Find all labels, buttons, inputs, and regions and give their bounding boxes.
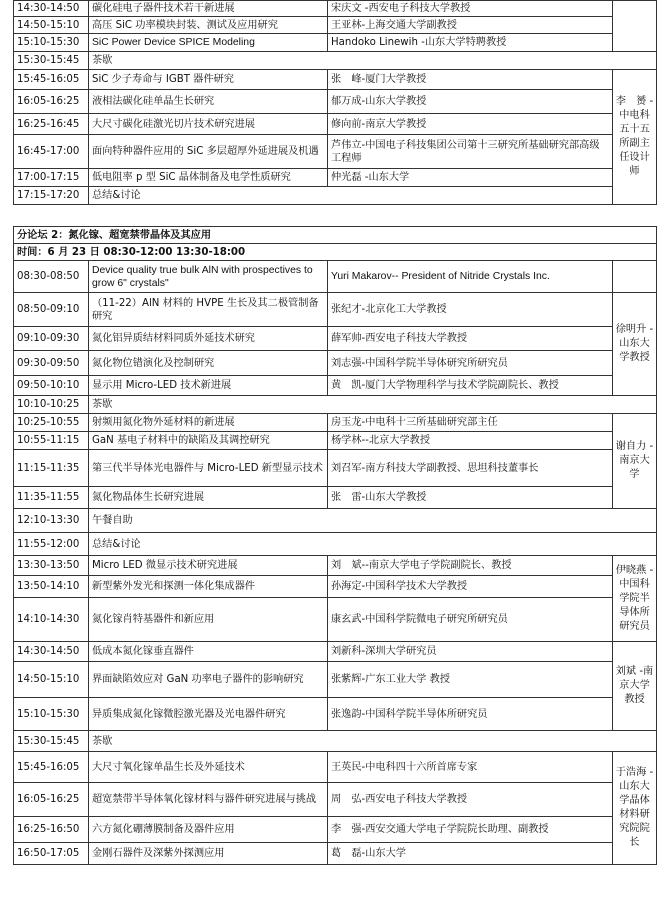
- topic-cell: SiC 少子寿命与 IGBT 器件研究: [89, 70, 328, 90]
- time-cell: 16:25-16:45: [14, 114, 89, 135]
- table-row: [14, 169, 657, 187]
- topic-cell: 金刚石器件及深紫外探测应用: [89, 843, 328, 865]
- speaker-cell: 张 雷-山东大学教授: [328, 487, 613, 509]
- time-cell: 13:50-14:10: [14, 576, 89, 598]
- topic-cell: 六方氮化硼薄膜制备及器件应用: [89, 817, 328, 843]
- table-row: [14, 698, 657, 731]
- time-cell: 11:35-11:55: [14, 487, 89, 509]
- table-row: [14, 487, 657, 509]
- speaker-cell: 孙海定-中国科学技术大学教授: [328, 576, 613, 598]
- time-cell: 14:50-15:10: [14, 17, 89, 34]
- topic-cell: 氮化物晶体生长研究进展: [89, 487, 328, 509]
- time-cell: 16:45-17:00: [14, 135, 89, 169]
- agenda-table-part1: [13, 0, 657, 205]
- time-cell: 15:45-16:05: [14, 752, 89, 783]
- topic-cell: Device quality true bulk AlN with prospectives to grow 6" crystals": [89, 261, 328, 293]
- table-row: [14, 843, 657, 865]
- time-cell: 14:10-14:30: [14, 598, 89, 642]
- time-cell: 10:55-11:15: [14, 432, 89, 450]
- table-row: [14, 17, 657, 34]
- speaker-cell: 杨学林--北京大学教授: [328, 432, 613, 450]
- time-cell: 13:30-13:50: [14, 556, 89, 576]
- topic-cell: 显示用 Micro-LED 技术新进展: [89, 376, 328, 396]
- speaker-cell: 薛军帅-西安电子科技大学教授: [328, 327, 613, 351]
- speaker-cell: 宋庆文 -西安电子科技大学教授: [328, 1, 613, 17]
- topic-cell: 氮化镓肖特基器件和新应用: [89, 598, 328, 642]
- topic-cell: 低电阻率 p 型 SiC 晶体制备及电学性质研究: [89, 169, 328, 187]
- agenda-table-part2: [13, 226, 657, 865]
- time-cell: 11:15-11:35: [14, 450, 89, 487]
- table-row: [14, 576, 657, 598]
- moderator-cell: 徐明升 -山东大学教授: [613, 293, 657, 396]
- time-cell: 14:30-14:50: [14, 1, 89, 17]
- time-cell: 10:25-10:55: [14, 414, 89, 432]
- speaker-cell: 张紫辉-广东工业大学 教授: [328, 662, 613, 698]
- speaker-cell: 刘新科-深圳大学研究员: [328, 642, 613, 662]
- topic-cell: 氮化铝异质结材料同质外延技术研究: [89, 327, 328, 351]
- speaker-cell: 周 弘-西安电子科技大学教授: [328, 783, 613, 817]
- topic-cell: 面向特种器件应用的 SiC 多层超厚外延进展及机遇: [89, 135, 328, 169]
- time-cell: 15:45-16:05: [14, 70, 89, 90]
- table-row: [14, 351, 657, 376]
- topic-cell: 大尺寸氧化镓单晶生长及外延技术: [89, 752, 328, 783]
- table-row: [14, 90, 657, 114]
- speaker-cell: 康玄武-中国科学院微电子研究所研究员: [328, 598, 613, 642]
- table-row: [14, 752, 657, 783]
- time-cell: 10:10-10:25: [14, 396, 89, 414]
- table-row: [14, 70, 657, 90]
- table-row: [14, 34, 657, 52]
- break-cell: 茶歇: [89, 52, 657, 70]
- table-row: [14, 598, 657, 642]
- summary-cell: 总结&讨论: [89, 533, 657, 556]
- speaker-cell: 房玉龙-中电科十三所基础研究部主任: [328, 414, 613, 432]
- moderator-cell: 刘斌 -南京大学教授: [613, 642, 657, 731]
- time-cell: 14:50-15:10: [14, 662, 89, 698]
- speaker-cell: 葛 磊-山东大学: [328, 843, 613, 865]
- moderator-cell: 伊晓燕 -中国科学院半导体所研究员: [613, 556, 657, 642]
- speaker-cell: 王亚林-上海交通大学副教授: [328, 17, 613, 34]
- time-cell: 09:30-09:50: [14, 351, 89, 376]
- topic-cell: 氮化物位错演化及控制研究: [89, 351, 328, 376]
- time-cell: 17:00-17:15: [14, 169, 89, 187]
- speaker-cell: 刘志强-中国科学院半导体研究所研究员: [328, 351, 613, 376]
- topic-cell: 射频用氮化物外延材料的新进展: [89, 414, 328, 432]
- topic-cell: （11-22）AlN 材料的 HVPE 生长及其二极管制备研究: [89, 293, 328, 327]
- section-time: 时间：6 月 23 日 08:30-12:00 13:30-18:00: [14, 244, 657, 261]
- table-row: [14, 556, 657, 576]
- speaker-cell: 修向前-南京大学教授: [328, 114, 613, 135]
- table-row: [14, 187, 657, 205]
- lunch-cell: 午餐自助: [89, 509, 657, 533]
- topic-cell: 碳化硅电子器件技术若干新进展: [89, 1, 328, 17]
- topic-cell: 界面缺陷效应对 GaN 功率电子器件的影响研究: [89, 662, 328, 698]
- speaker-cell: 王英民-中电科四十六所首席专家: [328, 752, 613, 783]
- speaker-cell: 仲光磊 -山东大学: [328, 169, 613, 187]
- time-cell: 15:10-15:30: [14, 698, 89, 731]
- table-row: [14, 533, 657, 556]
- time-cell: 11:55-12:00: [14, 533, 89, 556]
- topic-cell: 第三代半导体光电器件与 Micro-LED 新型显示技术: [89, 450, 328, 487]
- moderator-cell-empty: [613, 261, 657, 293]
- speaker-cell: 刘召军-南方科技大学副教授、思坦科技董事长: [328, 450, 613, 487]
- moderator-cell: 李 赟 -中电科五十五所副主任设计师: [613, 70, 657, 205]
- time-cell: 16:05-16:25: [14, 90, 89, 114]
- table-row: [14, 662, 657, 698]
- section-title-row: [14, 227, 657, 244]
- section-time-row: [14, 244, 657, 261]
- topic-cell: 超宽禁带半导体氧化镓材料与器件研究进展与挑战: [89, 783, 328, 817]
- time-cell: 16:25-16:50: [14, 817, 89, 843]
- topic-cell: Micro LED 微显示技术研究进展: [89, 556, 328, 576]
- time-cell: 08:50-09:10: [14, 293, 89, 327]
- time-cell: 14:30-14:50: [14, 642, 89, 662]
- topic-cell: 低成本氮化镓垂直器件: [89, 642, 328, 662]
- time-cell: 16:50-17:05: [14, 843, 89, 865]
- time-cell: 09:10-09:30: [14, 327, 89, 351]
- table-row: [14, 293, 657, 327]
- table-row: [14, 450, 657, 487]
- table-row: [14, 731, 657, 752]
- time-cell: 17:15-17:20: [14, 187, 89, 205]
- table-row: [14, 52, 657, 70]
- time-cell: 09:50-10:10: [14, 376, 89, 396]
- topic-cell: SiC Power Device SPICE Modeling: [89, 34, 328, 52]
- section-title: 分论坛 2：氮化镓、超宽禁带晶体及其应用: [14, 227, 657, 244]
- moderator-cell: 于浩海 -山东大学晶体材料研究院院长: [613, 752, 657, 865]
- topic-cell: 液相法碳化硅单晶生长研究: [89, 90, 328, 114]
- break-cell: 茶歇: [89, 396, 657, 414]
- table-row: [14, 135, 657, 169]
- topic-cell: GaN 基电子材料中的缺陷及其调控研究: [89, 432, 328, 450]
- topic-cell: 新型紫外发光和探测一体化集成器件: [89, 576, 328, 598]
- speaker-cell: 黄 凯-厦门大学物理科学与技术学院副院长、教授: [328, 376, 613, 396]
- moderator-cell: 谢自力 -南京大学: [613, 414, 657, 509]
- time-cell: 12:10-13:30: [14, 509, 89, 533]
- table-row: [14, 114, 657, 135]
- table-row: [14, 376, 657, 396]
- table-row: [14, 642, 657, 662]
- table-row: [14, 432, 657, 450]
- speaker-cell: 张 峰-厦门大学教授: [328, 70, 613, 90]
- table-row: [14, 783, 657, 817]
- time-cell: 15:30-15:45: [14, 52, 89, 70]
- speaker-cell: 张逸韵-中国科学院半导体所研究员: [328, 698, 613, 731]
- speaker-cell: Handoko Linewih -山东大学特聘教授: [328, 34, 613, 52]
- table-row: [14, 1, 657, 17]
- speaker-cell: 李 强-西安交通大学电子学院院长助理、副教授: [328, 817, 613, 843]
- table-row: [14, 817, 657, 843]
- summary-cell: 总结&讨论: [89, 187, 613, 205]
- moderator-cell-empty: [613, 1, 657, 52]
- speaker-cell: Yuri Makarov-- President of Nitride Crystals Inc.: [328, 261, 613, 293]
- speaker-cell: 张纪才-北京化工大学教授: [328, 293, 613, 327]
- speaker-cell: 刘 斌--南京大学电子学院副院长、教授: [328, 556, 613, 576]
- time-cell: 15:30-15:45: [14, 731, 89, 752]
- table-row: [14, 509, 657, 533]
- speaker-cell: 芦伟立-中国电子科技集团公司第十三研究所基础研究部高级工程师: [328, 135, 613, 169]
- table-row: [14, 396, 657, 414]
- time-cell: 16:05-16:25: [14, 783, 89, 817]
- table-row: [14, 414, 657, 432]
- table-row: [14, 261, 657, 293]
- topic-cell: 高压 SiC 功率模块封装、测试及应用研究: [89, 17, 328, 34]
- topic-cell: 大尺寸碳化硅激光切片技术研究进展: [89, 114, 328, 135]
- break-cell: 茶歇: [89, 731, 657, 752]
- topic-cell: 异质集成氮化镓微腔激光器及光电器件研究: [89, 698, 328, 731]
- time-cell: 08:30-08:50: [14, 261, 89, 293]
- table-row: [14, 327, 657, 351]
- time-cell: 15:10-15:30: [14, 34, 89, 52]
- speaker-cell: 郁万成-山东大学教授: [328, 90, 613, 114]
